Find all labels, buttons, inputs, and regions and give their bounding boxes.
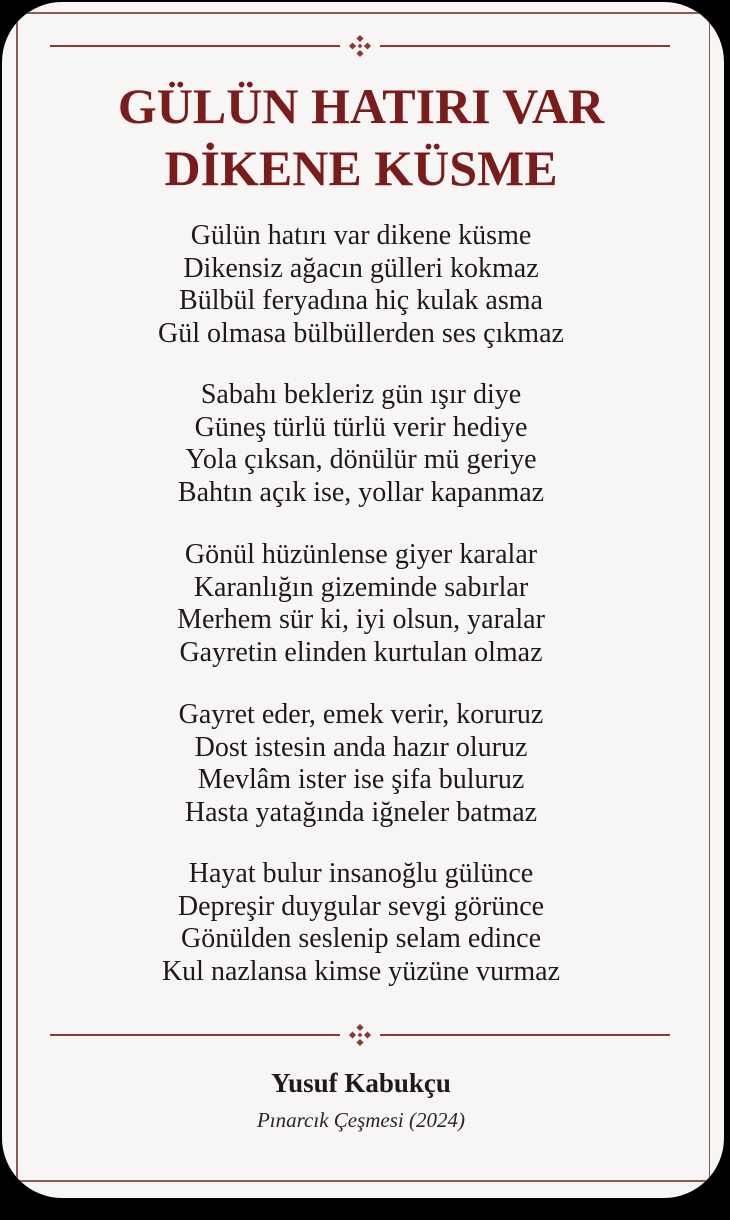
stanza-2 [2,379,720,509]
divider-rule-left [50,1034,340,1036]
verse-line: Yola çıksan, dönülür mü geriye [185,444,537,475]
verse-line: Gayretin elinden kurtulan olmaz [179,636,543,668]
verse-line: Depreşir duygular sevgi görünce [177,890,545,922]
verse-line: Hasta yatağında iğneler batmaz [184,796,538,828]
poem-title-line-1: GÜLÜN HATIRI VAR [117,78,605,134]
stanza-4 [2,699,720,829]
frame-border-top [16,12,710,14]
top-divider [50,36,670,56]
author-name: Yusuf Kabukçu [271,1068,451,1098]
verse-line: Güneş türlü türlü verir hediye [194,411,528,443]
verse-line: Mevlâm ister ise şifa buluruz [197,764,525,795]
poem-card [2,2,724,1198]
verse-line: Merhem sür ki, iyi olsun, yaralar [177,604,545,635]
divider-rule-right [380,1034,670,1036]
verse-line: Dikensiz ağacın gülleri kokmaz [183,252,539,284]
diamond-cluster-icon [348,1023,372,1047]
poem-title-line-2: DİKENE KÜSME [164,140,558,196]
stanza-5 [2,858,720,988]
verse-line: Dost istesin anda hazır oluruz [194,731,528,763]
verse-line: Bahtın açık ise, yollar kapanmaz [177,476,545,508]
verse-line: Karanlığın gizeminde sabırlar [193,571,529,603]
verse-line: Gönülden seslenip selam edince [180,923,541,954]
verse-line: Hayat bulur insanoğlu gülünce [188,858,534,889]
bottom-divider [50,1025,670,1045]
frame-border-bottom [16,1180,710,1182]
verse-line: Gül olmasa bülbüllerden ses çıkmaz [158,317,564,349]
verse-line: Gayret eder, emek verir, koruruz [178,699,544,730]
diamond-cluster-icon [348,34,372,58]
verse-line: Gönül hüzünlense giyer karalar [184,539,538,570]
stanza-1 [2,220,720,350]
verse-line: Kul nazlansa kimse yüzüne vurmaz [161,955,561,987]
divider-rule-left [50,45,340,47]
stanza-3 [2,539,720,669]
divider-rule-right [380,45,670,47]
verse-line: Sabahı bekleriz gün ışır diye [200,379,522,410]
verse-line: Gülün hatırı var dikene küsme [190,220,532,251]
verse-line: Bülbül feryadına hiç kulak asma [179,285,543,316]
book-source: Pınarcık Çeşmesi (2024) [256,1108,465,1132]
